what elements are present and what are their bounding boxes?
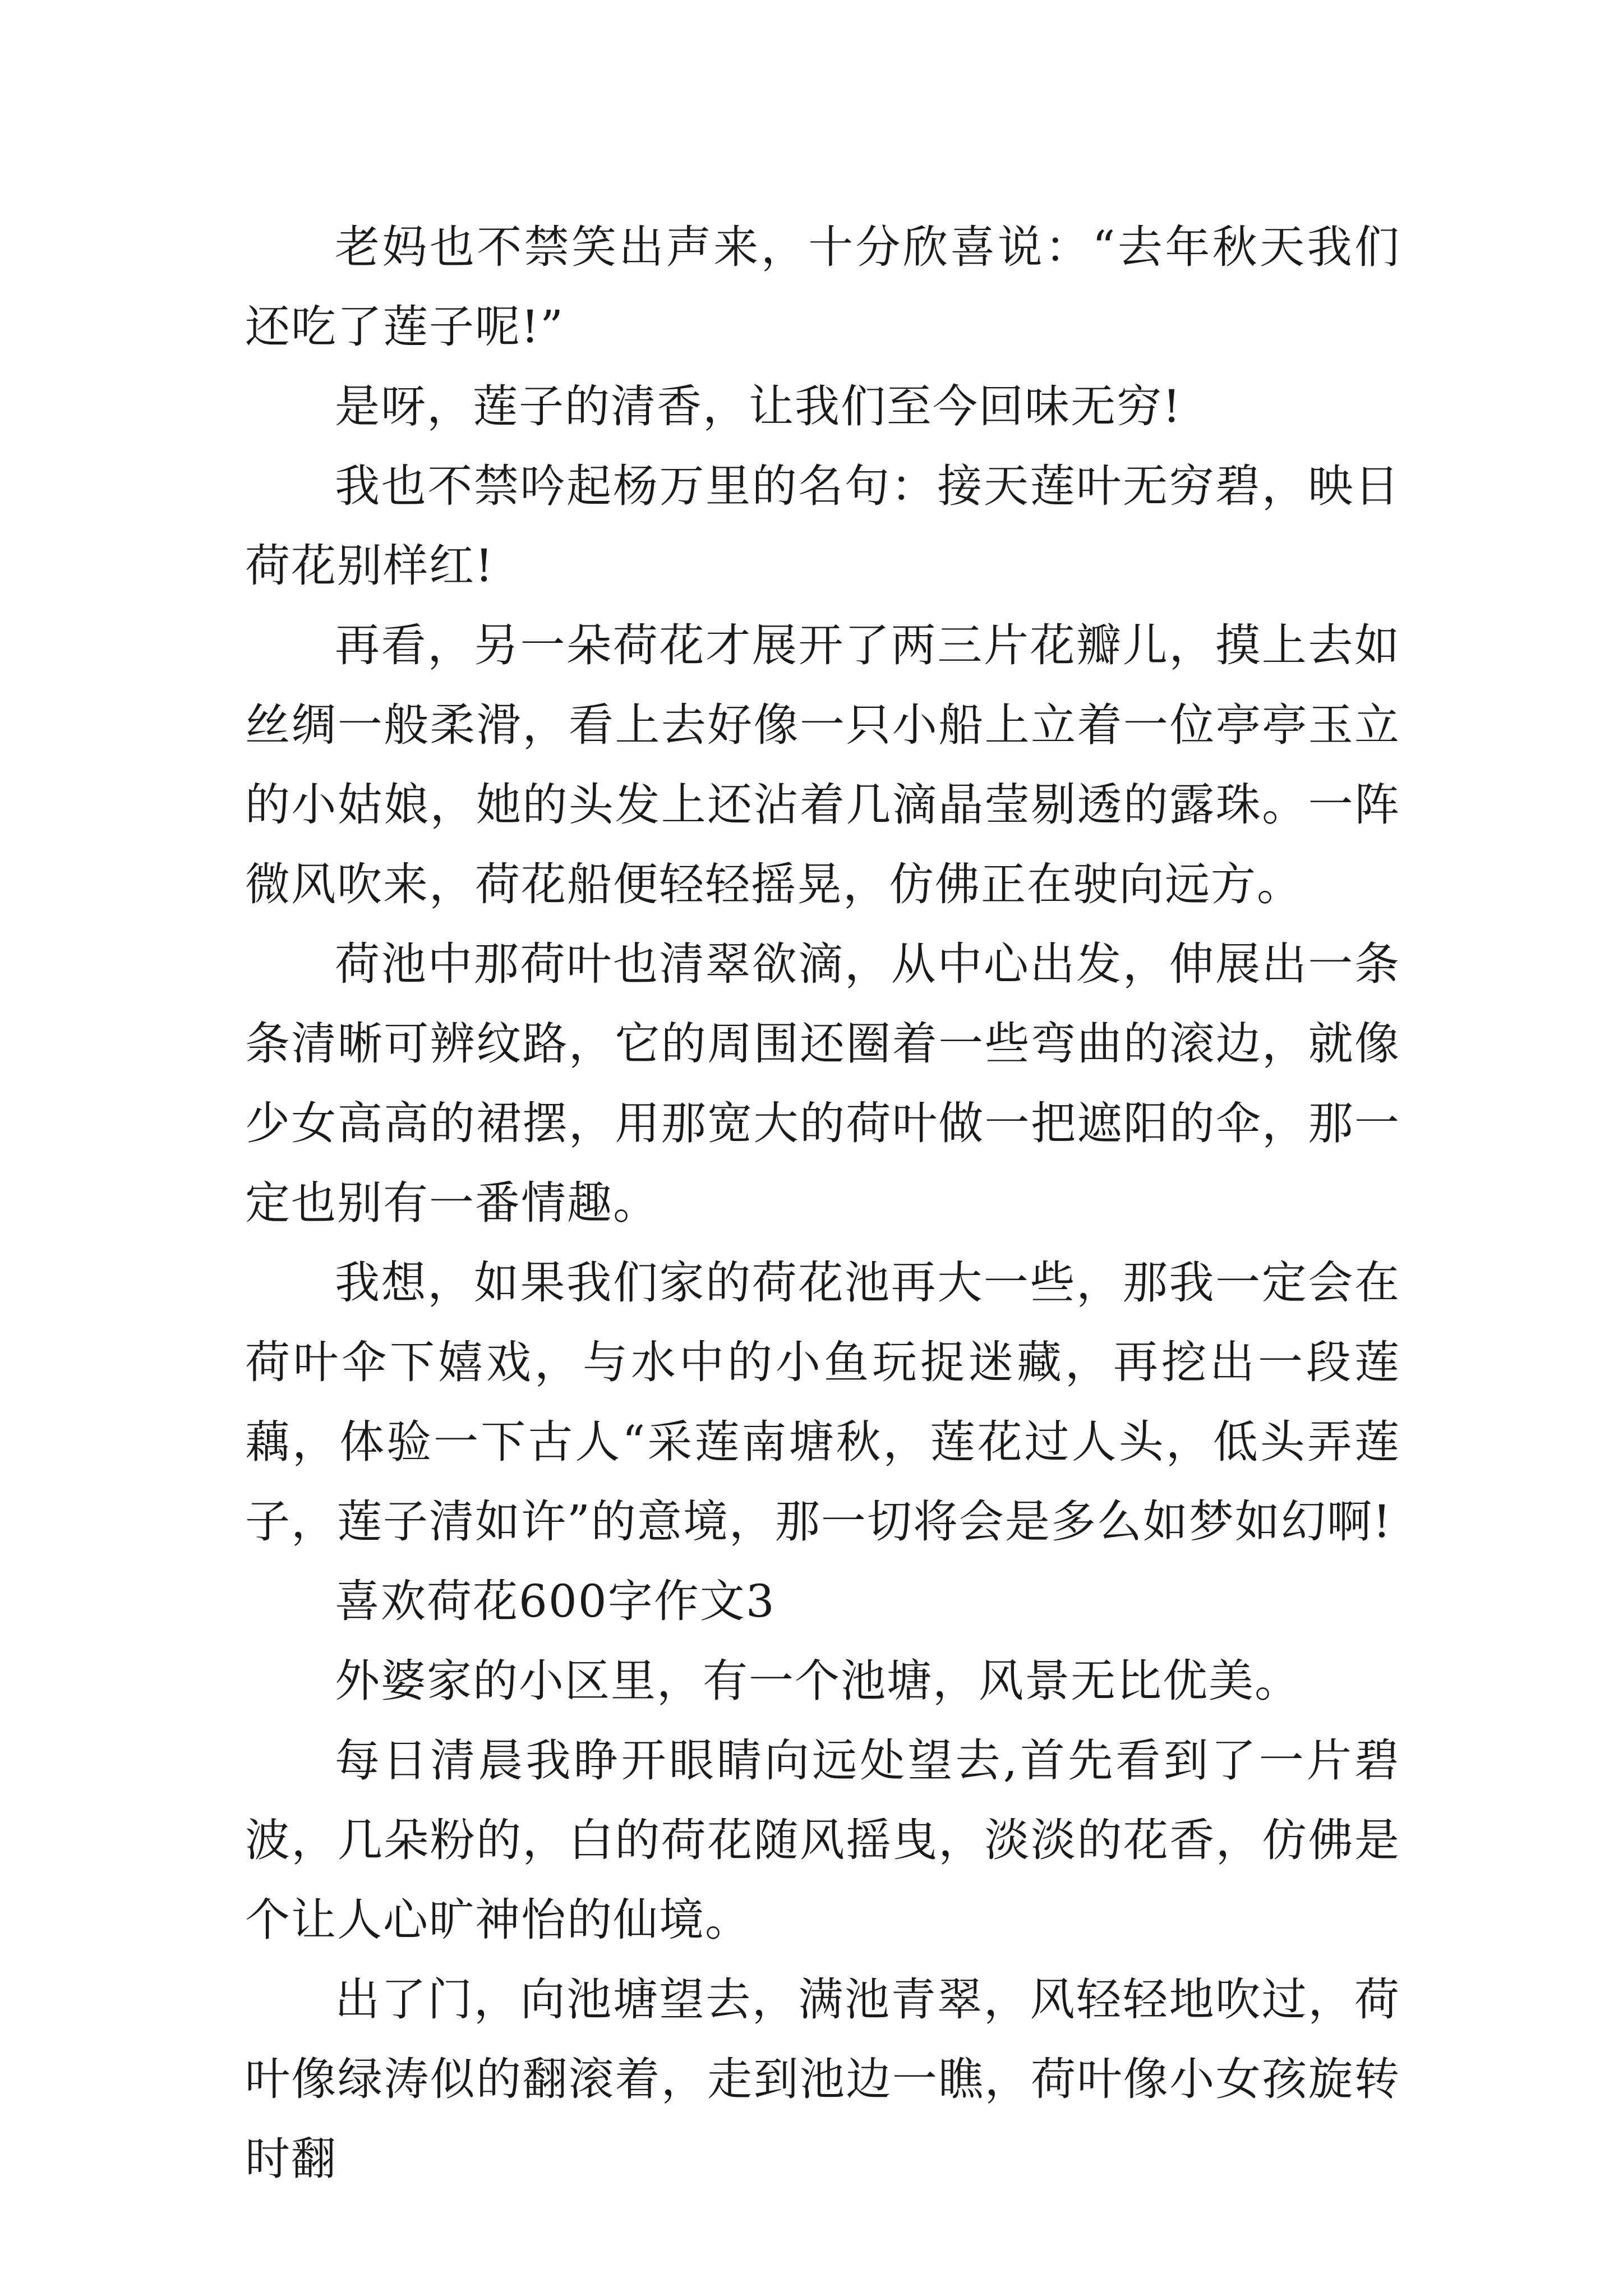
section-heading: 喜欢荷花600字作文3 [335,1575,776,1627]
paragraph-4: 再看，另一朵荷花才展开了两三片花瓣儿，摸上去如丝绸一般柔滑，看上去好像一只小船上立着一位亭亭玉立的小姑娘，她的头发上还沾着几滴晶莹剔透的露珠。一阵微风吹来，荷花船便轻轻摇晃，仿佛正在驶向远方。 [245,619,1400,910]
paragraph-6: 我想，如果我们家的荷花池再大一些，那我一定会在荷叶伞下嬉戏，与水中的小鱼玩捉迷藏，再挖出一段莲藕，体验一下古人“采莲南塘秋，莲花过人头，低头弄莲子，莲子清如许”的意境，那一切将会是多么如梦如幻啊! [245,1257,1400,1548]
paragraph-2: 是呀，莲子的清香，让我们至今回味无穷! [335,380,1182,432]
paragraph-1: 老妈也不禁笑出声来，十分欣喜说：“去年秋天我们还吃了莲子呢!” [245,221,1400,353]
paragraph-9: 出了门，向池塘望去，满池青翠，风轻轻地吹过，荷叶像绿涛似的翻滚着，走到池边一瞧，荷叶像小女孩旋转时翻 [245,1973,1400,2185]
paragraph-5: 荷池中那荷叶也清翠欲滴，从中心出发，伸展出一条条清晰可辨纹路，它的周围还圈着一些弯曲的滚边，就像少女高高的裙摆，用那宽大的荷叶做一把遮阳的伞，那一定也别有一番情趣。 [245,938,1400,1229]
paragraph-8: 每日清晨我睁开眼睛向远处望去,首先看到了一片碧波，几朵粉的，白的荷花随风摇曳，淡淡的花香，仿佛是个让人心旷神怡的仙境。 [245,1734,1400,1946]
document-body [245,208,1400,2199]
paragraph-3: 我也不禁吟起杨万里的名句：接天莲叶无穷碧，映日荷花别样红! [245,460,1400,592]
paragraph-7: 外婆家的小区里，有一个池塘，风景无比优美。 [335,1655,1301,1707]
